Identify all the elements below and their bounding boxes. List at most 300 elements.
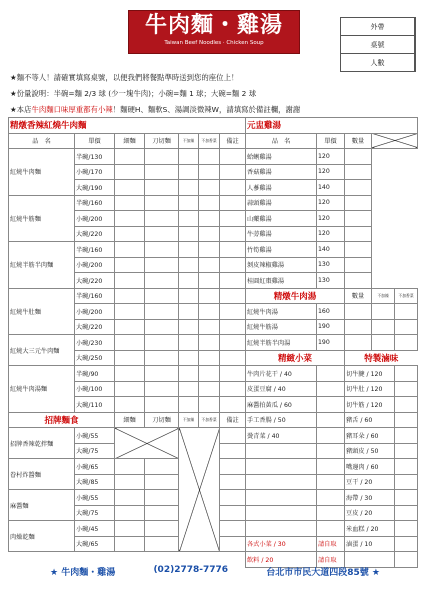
- no-cilantro-check[interactable]: [199, 304, 220, 320]
- qty-field[interactable]: [317, 443, 345, 459]
- qty-field[interactable]: [395, 552, 418, 568]
- people-label: 人數: [341, 54, 415, 72]
- remark-field[interactable]: [220, 164, 246, 180]
- no-cilantro-check[interactable]: [199, 257, 220, 273]
- side-item: [246, 490, 317, 506]
- item-name: 肉燥乾麵: [9, 521, 75, 552]
- no-spicy-check[interactable]: [179, 304, 199, 320]
- table-no-label: 桌號: [341, 36, 415, 54]
- no-spicy-check[interactable]: [372, 304, 395, 320]
- remark-field[interactable]: [220, 288, 246, 304]
- qty-field[interactable]: [395, 443, 418, 459]
- section-title-braised: 特製滷味: [345, 350, 418, 366]
- item-name: 紅燒牛肉湯麵: [9, 366, 75, 413]
- notice-line: ★份量說明：半碗=麵 2/3 球 (少一塊牛肉)；小碗=麵 1 球；大碗=麵 2 球: [10, 89, 257, 98]
- no-spicy-check[interactable]: [179, 350, 199, 366]
- thin-noodle-qty[interactable]: [115, 521, 145, 537]
- section-title-house-noodles: 招牌麵食: [9, 412, 115, 428]
- qty-field[interactable]: [317, 490, 345, 506]
- table-row: [246, 242, 418, 258]
- no-spicy-check[interactable]: [179, 288, 199, 304]
- qty-field[interactable]: [345, 273, 372, 289]
- qty-field[interactable]: [345, 257, 372, 273]
- thin-noodle-qty[interactable]: [115, 381, 145, 397]
- item-price: 大碗/85: [75, 474, 115, 490]
- item-price: 大碗/220: [75, 273, 115, 289]
- crossed-out-cell: [179, 428, 220, 552]
- thin-noodle-qty[interactable]: [115, 211, 145, 227]
- item-price: 120: [317, 164, 345, 180]
- knife-noodle-qty[interactable]: [145, 350, 179, 366]
- thin-noodle-qty[interactable]: [115, 536, 145, 552]
- qty-field[interactable]: [317, 505, 345, 521]
- no-cilantro-check[interactable]: [395, 319, 418, 335]
- thin-noodle-qty[interactable]: [115, 505, 145, 521]
- item-name: 山藥雞湯: [246, 211, 317, 227]
- side-item: [246, 505, 317, 521]
- thin-noodle-qty[interactable]: [115, 288, 145, 304]
- qty-field[interactable]: [317, 474, 345, 490]
- item-name: 香菇雞湯: [246, 164, 317, 180]
- knife-noodle-qty[interactable]: [145, 257, 179, 273]
- no-spicy-check[interactable]: [179, 257, 199, 273]
- knife-noodle-qty[interactable]: [145, 335, 179, 351]
- qty-field[interactable]: [395, 397, 418, 413]
- col-remark-2: 備註: [220, 412, 246, 428]
- qty-field[interactable]: [345, 304, 372, 320]
- thin-noodle-qty[interactable]: [115, 242, 145, 258]
- side-item: 麻醬拍黃瓜 / 60: [246, 397, 317, 413]
- col-no-cilantro-r: 不加香菜: [395, 288, 418, 304]
- crossed-out-cell: [115, 428, 179, 459]
- item-price: 120: [317, 226, 345, 242]
- knife-noodle-qty[interactable]: [145, 288, 179, 304]
- notice-line: ★麵不等人！請確實填寫桌號，以便我們將餐點準時送到您的座位上！: [10, 73, 239, 82]
- item-price: 大碗/250: [75, 350, 115, 366]
- item-price: 半碗/90: [75, 366, 115, 382]
- braised-item: 切牛腱 / 120: [345, 366, 395, 382]
- remark-field[interactable]: [220, 211, 246, 227]
- col-knife-noodle-2: 刀切麵: [145, 412, 179, 428]
- no-spicy-check[interactable]: [372, 319, 395, 335]
- footer: [50, 565, 380, 578]
- no-spicy-check[interactable]: [179, 319, 199, 335]
- section-title-beef-soup: 精燉牛肉湯: [246, 288, 345, 304]
- no-spicy-check[interactable]: [179, 195, 199, 211]
- thin-noodle-qty[interactable]: [115, 180, 145, 196]
- knife-noodle-qty[interactable]: [145, 226, 179, 242]
- thin-noodle-qty[interactable]: [115, 319, 145, 335]
- qty-field[interactable]: [317, 381, 345, 397]
- braised-item: 切牛肚 / 120: [345, 381, 395, 397]
- remark-field[interactable]: [220, 505, 246, 521]
- qty-field[interactable]: [345, 226, 372, 242]
- item-price: 130: [317, 257, 345, 273]
- table-row: [246, 366, 418, 382]
- qty-field[interactable]: [345, 335, 372, 351]
- footer-phone: (02)2778-7776: [153, 565, 229, 575]
- qty-field[interactable]: [395, 490, 418, 506]
- item-price: 160: [317, 304, 345, 320]
- knife-noodle-qty[interactable]: [145, 304, 179, 320]
- notice-lines: [10, 70, 420, 118]
- knife-noodle-qty[interactable]: [145, 164, 179, 180]
- side-item: 燙青菜 / 40: [246, 428, 317, 444]
- qty-field[interactable]: [395, 381, 418, 397]
- side-item: 皮蛋豆腐 / 40: [246, 381, 317, 397]
- table-row: [246, 149, 418, 165]
- no-spicy-check[interactable]: [372, 335, 395, 351]
- table-row: [246, 257, 418, 273]
- qty-field[interactable]: [395, 459, 418, 475]
- table-row: [246, 226, 418, 242]
- table-row: [246, 505, 418, 521]
- no-cilantro-check[interactable]: [199, 366, 220, 382]
- no-spicy-check[interactable]: [179, 164, 199, 180]
- footer-address: 台北市市民大道四段85號 ★: [266, 568, 380, 578]
- item-price: 大碗/75: [75, 443, 115, 459]
- item-name: 紅燒牛肚麵: [9, 288, 75, 335]
- takeout-label: 外帶: [341, 18, 415, 36]
- qty-field[interactable]: [317, 397, 345, 413]
- no-cilantro-check[interactable]: [199, 397, 220, 413]
- knife-noodle-qty[interactable]: [145, 521, 179, 537]
- braised-item: 滷蛋 / 10: [345, 536, 395, 552]
- qty-field[interactable]: [317, 428, 345, 444]
- remark-field[interactable]: [220, 474, 246, 490]
- side-item: [246, 443, 317, 459]
- section-title-noodles: 精燉香辣紅燒牛肉麵: [9, 118, 115, 134]
- item-name: 桂圓紅棗雞湯: [246, 273, 317, 289]
- knife-noodle-qty[interactable]: [145, 211, 179, 227]
- no-spicy-check[interactable]: [179, 397, 199, 413]
- no-cilantro-check[interactable]: [199, 350, 220, 366]
- thin-noodle-qty[interactable]: [115, 304, 145, 320]
- remark-field[interactable]: [220, 304, 246, 320]
- braised-item: 豬耳朵 / 60: [345, 428, 395, 444]
- crossed-out-cell: [372, 133, 418, 149]
- no-cilantro-check[interactable]: [395, 335, 418, 351]
- item-name: 紅燒牛肉湯: [246, 304, 317, 320]
- thin-noodle-qty[interactable]: [115, 397, 145, 413]
- no-cilantro-check[interactable]: [199, 195, 220, 211]
- remark-field[interactable]: [220, 226, 246, 242]
- table-row: [246, 459, 418, 475]
- qty-field[interactable]: [395, 366, 418, 382]
- side-item: 手工香腸 / 50: [246, 412, 317, 428]
- remark-field[interactable]: [220, 350, 246, 366]
- item-name: 人蔘雞湯: [246, 180, 317, 196]
- item-price: 小碗/100: [75, 381, 115, 397]
- item-price: 190: [317, 335, 345, 351]
- side-item: 各式小菜 / 30: [246, 536, 317, 552]
- braised-item: 豬舌 / 60: [345, 412, 395, 428]
- knife-noodle-qty[interactable]: [145, 490, 179, 506]
- item-price: 半碗/160: [75, 288, 115, 304]
- no-cilantro-check[interactable]: [199, 164, 220, 180]
- table-row: [246, 180, 418, 196]
- thin-noodle-qty[interactable]: [115, 226, 145, 242]
- side-item: [246, 521, 317, 537]
- remark-field[interactable]: [220, 335, 246, 351]
- table-row: [246, 335, 418, 351]
- no-cilantro-check[interactable]: [199, 273, 220, 289]
- no-cilantro-check[interactable]: [199, 335, 220, 351]
- table-row: [246, 164, 418, 180]
- qty-field[interactable]: [345, 211, 372, 227]
- self-serve-note: 請自取: [317, 536, 345, 552]
- item-price: 半碗/130: [75, 149, 115, 165]
- qty-field[interactable]: [317, 459, 345, 475]
- remark-field[interactable]: [220, 273, 246, 289]
- knife-noodle-qty[interactable]: [145, 273, 179, 289]
- table-row: [246, 319, 418, 335]
- knife-noodle-qty[interactable]: [145, 366, 179, 382]
- item-name: 牛蒡雞湯: [246, 226, 317, 242]
- table-row: [9, 288, 246, 304]
- thin-noodle-qty[interactable]: [115, 490, 145, 506]
- remark-field[interactable]: [220, 257, 246, 273]
- item-price: 小碗/170: [75, 164, 115, 180]
- no-cilantro-check[interactable]: [199, 319, 220, 335]
- item-price: 140: [317, 242, 345, 258]
- qty-field[interactable]: [345, 242, 372, 258]
- order-info-box: [340, 17, 416, 72]
- restaurant-banner: [128, 10, 300, 54]
- item-name: 紅燒牛筋麵: [9, 195, 75, 242]
- thin-noodle-qty[interactable]: [115, 459, 145, 475]
- table-row: [246, 490, 418, 506]
- no-cilantro-check[interactable]: [199, 149, 220, 165]
- thin-noodle-qty[interactable]: [115, 350, 145, 366]
- noodle-order-table: [8, 117, 246, 552]
- section-title-chicken-soup: 元盅雞湯: [246, 118, 345, 134]
- item-name: 紅燒牛肉麵: [9, 149, 75, 196]
- remark-field[interactable]: [220, 443, 246, 459]
- no-spicy-check[interactable]: [179, 226, 199, 242]
- item-price: 140: [317, 180, 345, 196]
- item-price: 120: [317, 149, 345, 165]
- remark-field[interactable]: [220, 381, 246, 397]
- knife-noodle-qty[interactable]: [145, 242, 179, 258]
- table-row: [246, 412, 418, 428]
- table-row: [9, 428, 246, 444]
- no-spicy-check[interactable]: [179, 273, 199, 289]
- knife-noodle-qty[interactable]: [145, 149, 179, 165]
- remark-field[interactable]: [220, 149, 246, 165]
- item-price: 大碗/190: [75, 180, 115, 196]
- remark-field[interactable]: [220, 459, 246, 475]
- no-cilantro-check[interactable]: [199, 288, 220, 304]
- self-serve-note: 請自取: [317, 552, 345, 568]
- qty-field[interactable]: [317, 412, 345, 428]
- thin-noodle-qty[interactable]: [115, 164, 145, 180]
- no-cilantro-check[interactable]: [395, 304, 418, 320]
- table-row: [246, 273, 418, 289]
- thin-noodle-qty[interactable]: [115, 335, 145, 351]
- table-no-field[interactable]: [415, 36, 416, 54]
- knife-noodle-qty[interactable]: [145, 180, 179, 196]
- no-spicy-check[interactable]: [179, 242, 199, 258]
- takeout-field[interactable]: [415, 18, 416, 36]
- knife-noodle-qty[interactable]: [145, 505, 179, 521]
- no-spicy-check[interactable]: [179, 381, 199, 397]
- knife-noodle-qty[interactable]: [145, 536, 179, 552]
- no-cilantro-check[interactable]: [199, 381, 220, 397]
- people-field[interactable]: [415, 54, 416, 72]
- col-remark: 備註: [220, 133, 246, 149]
- col-qty-2: 數量: [345, 288, 372, 304]
- item-price: 小碗/45: [75, 521, 115, 537]
- col-no-spicy: 不加辣: [179, 133, 199, 149]
- knife-noodle-qty[interactable]: [145, 319, 179, 335]
- thin-noodle-qty[interactable]: [115, 257, 145, 273]
- knife-noodle-qty[interactable]: [145, 381, 179, 397]
- item-price: 小碗/65: [75, 459, 115, 475]
- remark-field[interactable]: [220, 521, 246, 537]
- footer-brand: ★ 牛肉麵・雞湯: [50, 568, 116, 578]
- no-spicy-check[interactable]: [179, 211, 199, 227]
- col-no-cilantro-2: 不加香菜: [199, 412, 220, 428]
- thin-noodle-qty[interactable]: [115, 474, 145, 490]
- knife-noodle-qty[interactable]: [145, 459, 179, 475]
- item-price: 120: [317, 195, 345, 211]
- table-row: [246, 195, 418, 211]
- remark-field[interactable]: [220, 490, 246, 506]
- table-row: [9, 335, 246, 351]
- item-price: 130: [317, 273, 345, 289]
- item-price: 190: [317, 319, 345, 335]
- qty-field[interactable]: [395, 412, 418, 428]
- table-row: [246, 474, 418, 490]
- side-item: 飲料 / 20: [246, 552, 317, 568]
- item-name: 蛤蜊雞湯: [246, 149, 317, 165]
- thin-noodle-qty[interactable]: [115, 273, 145, 289]
- table-row: [246, 397, 418, 413]
- no-spicy-check[interactable]: [179, 180, 199, 196]
- no-spicy-check[interactable]: [179, 149, 199, 165]
- table-row: [246, 304, 418, 320]
- item-price: 120: [317, 211, 345, 227]
- remark-field[interactable]: [220, 536, 246, 552]
- item-price: 小碗/55: [75, 428, 115, 444]
- remark-field[interactable]: [220, 242, 246, 258]
- col-price: 單價: [317, 133, 345, 149]
- table-row: [246, 521, 418, 537]
- thin-noodle-qty[interactable]: [115, 195, 145, 211]
- table-row: [246, 443, 418, 459]
- item-price: 小碗/200: [75, 211, 115, 227]
- table-row: [246, 211, 418, 227]
- col-product: 品 名: [9, 133, 75, 149]
- notice-highlight: 牛肉麵口味厚重都有小辣: [31, 105, 113, 114]
- qty-field[interactable]: [345, 195, 372, 211]
- knife-noodle-qty[interactable]: [145, 195, 179, 211]
- no-cilantro-check[interactable]: [199, 211, 220, 227]
- qty-field[interactable]: [345, 149, 372, 165]
- thin-noodle-qty[interactable]: [115, 149, 145, 165]
- item-price: 大碗/220: [75, 226, 115, 242]
- braised-item: 米血糕 / 20: [345, 521, 395, 537]
- remark-field[interactable]: [220, 319, 246, 335]
- item-name: 紅燒牛筋湯: [246, 319, 317, 335]
- remark-field[interactable]: [220, 397, 246, 413]
- no-spicy-check[interactable]: [179, 366, 199, 382]
- col-knife-noodle: 刀切麵: [145, 133, 179, 149]
- col-no-spicy-r: 不加辣: [372, 288, 395, 304]
- qty-field[interactable]: [345, 164, 372, 180]
- qty-field[interactable]: [395, 474, 418, 490]
- section-title-side-dishes: 精緻小菜: [246, 350, 345, 366]
- no-cilantro-check[interactable]: [199, 242, 220, 258]
- qty-field[interactable]: [345, 319, 372, 335]
- no-cilantro-check[interactable]: [199, 226, 220, 242]
- qty-field[interactable]: [395, 536, 418, 552]
- col-product: 品 名: [246, 133, 317, 149]
- item-name: 紅燒半筋半肉麵: [9, 242, 75, 289]
- table-row: [9, 149, 246, 165]
- item-name: 剝皮辣椒雞湯: [246, 257, 317, 273]
- col-thin-noodle-2: 細麵: [115, 412, 145, 428]
- thin-noodle-qty[interactable]: [115, 366, 145, 382]
- item-price: 大碗/75: [75, 505, 115, 521]
- remark-field[interactable]: [220, 366, 246, 382]
- item-price: 小碗/200: [75, 257, 115, 273]
- restaurant-subtitle: Taiwan Beef Noodles · Chicken Soup: [164, 40, 264, 46]
- braised-item: 嘴邊肉 / 60: [345, 459, 395, 475]
- item-price: 半碗/160: [75, 242, 115, 258]
- knife-noodle-qty[interactable]: [145, 474, 179, 490]
- col-no-cilantro: 不加香菜: [199, 133, 220, 149]
- side-item: 牛肉片花干 / 40: [246, 366, 317, 382]
- braised-item: 豆皮 / 20: [345, 505, 395, 521]
- remark-field[interactable]: [220, 180, 246, 196]
- braised-item: 切牛筋 / 120: [345, 397, 395, 413]
- notice-line: ★本店牛肉麵口味厚重都有小辣！麵硬H、麵軟S、湯調淡微辣W，請填寫於備註欄，謝謝: [10, 105, 301, 114]
- qty-field[interactable]: [395, 521, 418, 537]
- braised-item: 海帶 / 30: [345, 490, 395, 506]
- col-no-spicy-2: 不加辣: [179, 412, 199, 428]
- side-item: [246, 459, 317, 475]
- item-price: 小碗/200: [75, 304, 115, 320]
- qty-field[interactable]: [317, 366, 345, 382]
- qty-field[interactable]: [317, 521, 345, 537]
- qty-field[interactable]: [395, 505, 418, 521]
- qty-field[interactable]: [345, 180, 372, 196]
- item-name: 竹筍雞湯: [246, 242, 317, 258]
- item-name: 紅燒半筋半肉湯: [246, 335, 317, 351]
- item-name: 麻醬麵: [9, 490, 75, 521]
- remark-field[interactable]: [220, 428, 246, 444]
- remark-field[interactable]: [220, 195, 246, 211]
- qty-field[interactable]: [395, 428, 418, 444]
- no-spicy-check[interactable]: [179, 335, 199, 351]
- item-price: 小碗/230: [75, 335, 115, 351]
- restaurant-title: 牛肉麵・雞湯: [144, 12, 283, 38]
- item-price: 半碗/160: [75, 195, 115, 211]
- table-row: [9, 195, 246, 211]
- item-name: 蒜頭雞湯: [246, 195, 317, 211]
- col-price: 單價: [75, 133, 115, 149]
- side-order-table: [245, 117, 418, 568]
- item-name: 紅燒大三元牛肉麵: [9, 335, 75, 366]
- item-price: 小碗/55: [75, 490, 115, 506]
- table-row: [246, 428, 418, 444]
- item-price: 大碗/220: [75, 319, 115, 335]
- braised-item: 豬頭皮 / 50: [345, 443, 395, 459]
- no-cilantro-check[interactable]: [199, 180, 220, 196]
- knife-noodle-qty[interactable]: [145, 397, 179, 413]
